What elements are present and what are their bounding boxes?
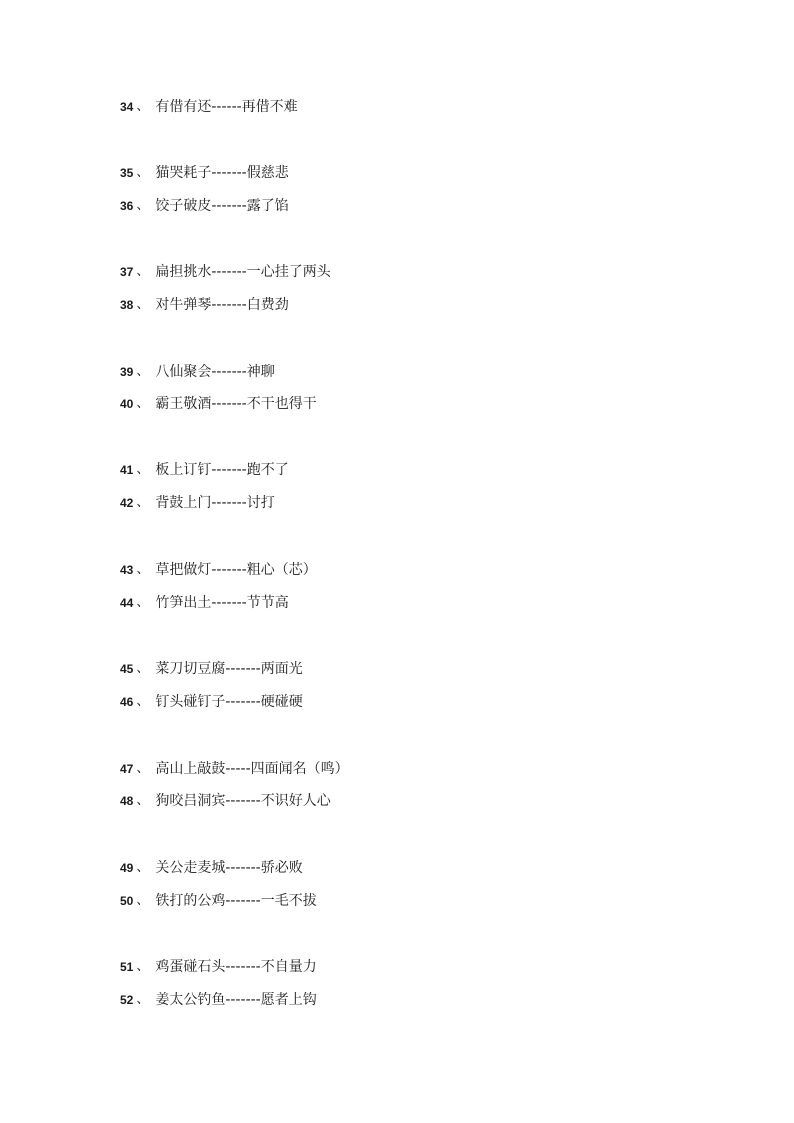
item-text: 草把做灯-------粗心（芯）: [155, 562, 317, 578]
list-item: [120, 957, 317, 977]
item-separator: 、: [136, 198, 150, 213]
item-number: 50: [120, 894, 134, 908]
list-item: [120, 163, 289, 183]
item-number: 40: [120, 397, 134, 411]
item-number: 46: [120, 695, 134, 709]
item-text: 钉头碰钉子-------硬碰硬: [155, 694, 303, 710]
item-separator: 、: [136, 761, 150, 776]
item-number: 51: [120, 960, 134, 974]
item-number: 41: [120, 463, 134, 477]
item-number: 37: [120, 265, 134, 279]
item-number: 39: [120, 365, 134, 379]
item-number: 45: [120, 662, 134, 676]
item-separator: 、: [136, 893, 150, 908]
item-number: 42: [120, 496, 134, 510]
list-item: [120, 196, 289, 216]
item-text: 铁打的公鸡-------一毛不拔: [155, 893, 317, 909]
item-number: 49: [120, 861, 134, 875]
list-item: [120, 560, 317, 580]
item-number: 36: [120, 199, 134, 213]
item-text: 有借有还------再借不难: [155, 99, 298, 115]
list-item: [120, 659, 303, 679]
item-text: 八仙聚会-------神聊: [155, 364, 275, 380]
item-text: 菜刀切豆腐-------两面光: [155, 661, 303, 677]
list-item: [120, 759, 349, 779]
list-item: [120, 362, 275, 382]
item-text: 板上订钉-------跑不了: [155, 462, 289, 478]
item-number: 43: [120, 563, 134, 577]
item-separator: 、: [136, 396, 150, 411]
item-number: 47: [120, 762, 134, 776]
list-item: [120, 460, 289, 480]
item-separator: 、: [136, 661, 150, 676]
item-separator: 、: [136, 959, 150, 974]
list-item: [120, 593, 289, 613]
item-separator: 、: [136, 793, 150, 808]
item-separator: 、: [136, 694, 150, 709]
item-text: 背鼓上门-------讨打: [155, 495, 275, 511]
list-item: [120, 97, 298, 117]
item-separator: 、: [136, 860, 150, 875]
item-separator: 、: [136, 99, 150, 114]
item-text: 姜太公钓鱼-------愿者上钩: [155, 992, 317, 1008]
item-number: 52: [120, 993, 134, 1007]
item-text: 狗咬吕洞宾-------不识好人心: [155, 793, 331, 809]
item-text: 扁担挑水-------一心挂了两头: [155, 264, 331, 280]
list-item: [120, 990, 317, 1010]
item-text: 关公走麦城-------骄必败: [155, 860, 303, 876]
item-number: 34: [120, 100, 134, 114]
item-text: 对牛弹琴-------白费劲: [155, 297, 289, 313]
list-item: [120, 858, 303, 878]
item-separator: 、: [136, 495, 150, 510]
list-item: [120, 493, 275, 513]
item-separator: 、: [136, 297, 150, 312]
item-number: 35: [120, 166, 134, 180]
list-item: [120, 262, 331, 282]
item-text: 鸡蛋碰石头-------不自量力: [155, 959, 317, 975]
item-text: 饺子破皮-------露了馅: [155, 198, 289, 214]
item-text: 高山上敲鼓-----四面闻名（鸣）: [155, 761, 349, 777]
item-text: 霸王敬酒-------不干也得干: [155, 396, 317, 412]
list-item: [120, 791, 331, 811]
item-number: 38: [120, 298, 134, 312]
item-text: 竹笋出土-------节节高: [155, 595, 289, 611]
item-separator: 、: [136, 992, 150, 1007]
item-number: 48: [120, 794, 134, 808]
item-separator: 、: [136, 364, 150, 379]
list-item: [120, 891, 317, 911]
item-separator: 、: [136, 462, 150, 477]
item-separator: 、: [136, 595, 150, 610]
list-item: [120, 394, 317, 414]
item-text: 猫哭耗子-------假慈悲: [155, 165, 289, 181]
item-separator: 、: [136, 264, 150, 279]
item-number: 44: [120, 596, 134, 610]
item-separator: 、: [136, 165, 150, 180]
list-item: [120, 295, 289, 315]
list-item: [120, 692, 303, 712]
item-separator: 、: [136, 562, 150, 577]
